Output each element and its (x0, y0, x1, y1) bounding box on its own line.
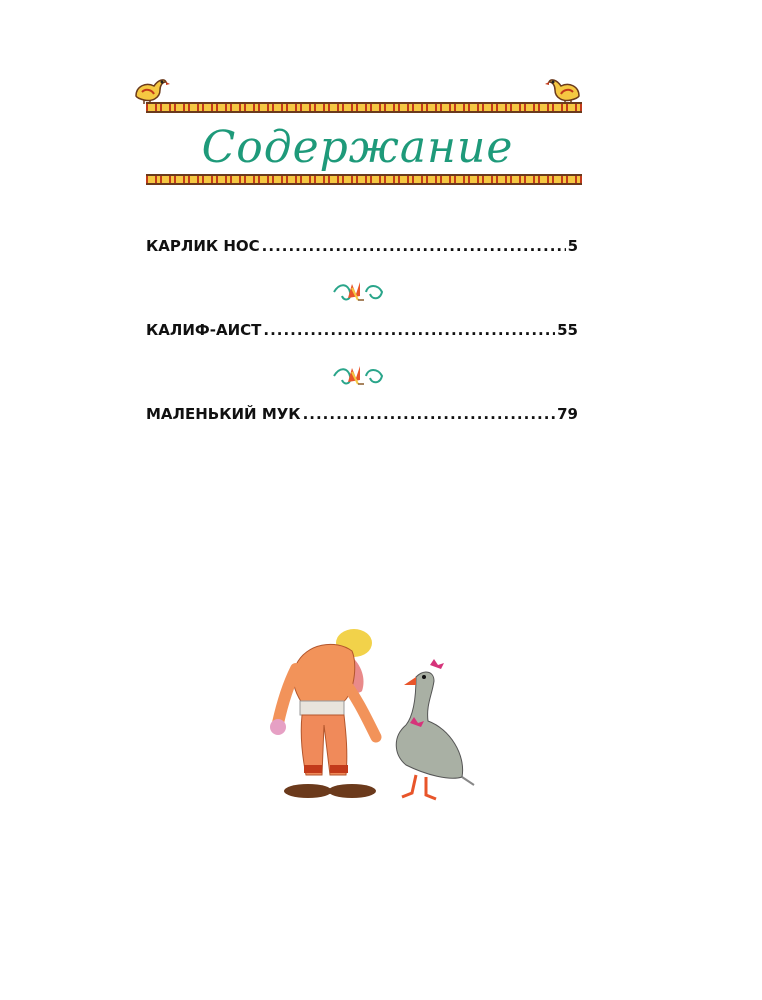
toc-entry[interactable] (146, 405, 578, 423)
toc-entry[interactable] (146, 237, 578, 255)
floral-ornament-icon (330, 278, 386, 306)
bird-ornament-left-icon (130, 68, 170, 106)
ornamental-border-top (146, 102, 582, 113)
contents-header (130, 68, 585, 193)
bird-ornament-right-icon (545, 68, 585, 106)
toc-leader-dots (263, 321, 555, 339)
ornamental-border-bottom (146, 174, 582, 185)
toc-entry-title[interactable]: КАЛИФ-АИСТ (146, 321, 262, 339)
dwarf-and-goose-illustration (266, 625, 478, 803)
toc-entry-page: 5 (567, 237, 578, 255)
toc-leader-dots (303, 405, 556, 423)
page-title: Содержание (201, 122, 514, 173)
toc-leader-dots (262, 237, 566, 255)
floral-ornament-icon (330, 362, 386, 390)
toc-entry-page: 55 (557, 321, 578, 339)
toc-entry-title[interactable]: МАЛЕНЬКИЙ МУК (146, 405, 301, 423)
toc-entry-page: 79 (557, 405, 578, 423)
toc-entry-title[interactable]: КАРЛИК НОС (146, 237, 260, 255)
toc-entry[interactable] (146, 321, 578, 339)
